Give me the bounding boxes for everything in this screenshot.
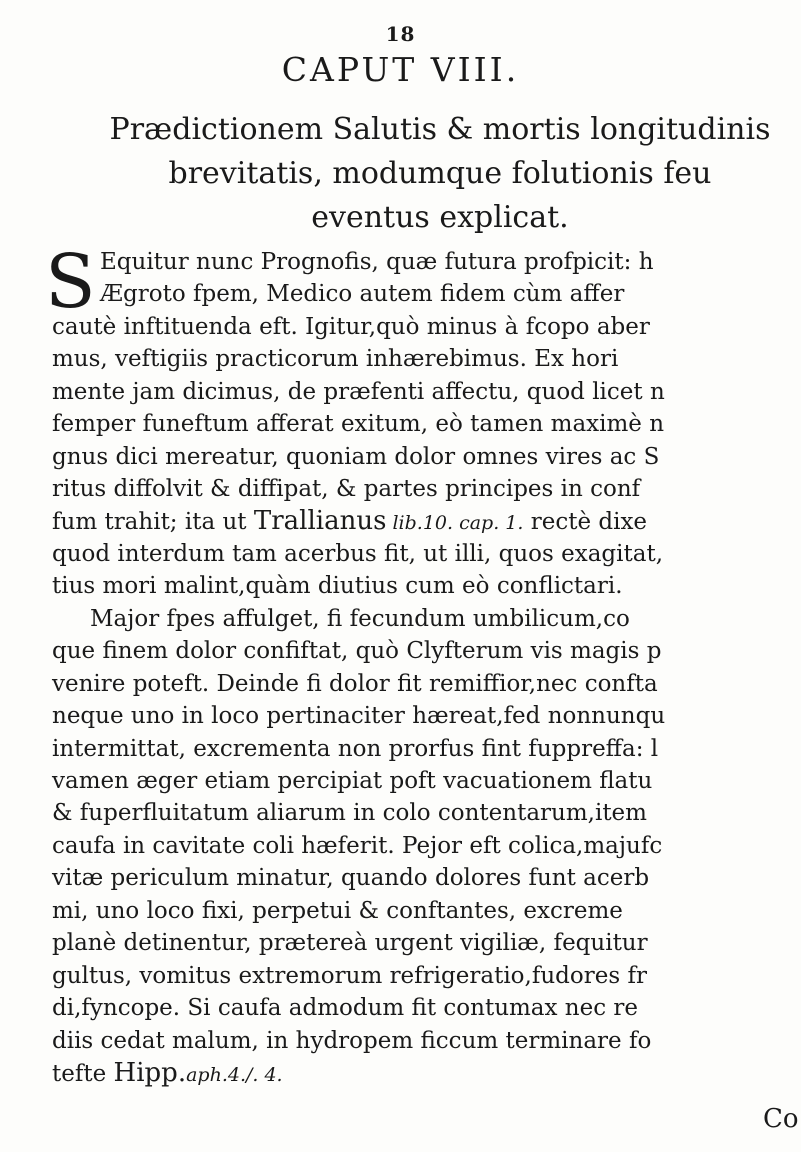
text-line: di,fyncope. Si caufa admodum fit contumax nec re (52, 995, 639, 1021)
text-span: tefte (52, 1061, 114, 1087)
text-line: intermittat, excrementa non prorfus fint fuppreffa: l (52, 736, 659, 762)
text-line: femper funeftum afferat exitum, eò tamen maximè n (52, 411, 665, 437)
text-line (52, 1058, 283, 1090)
text-line: mi, uno loco fixi, perpetui & conftantes, excreme (52, 898, 623, 924)
text-line: mus, veftigiis practicorum inhærebimus. Ex hori (52, 346, 619, 372)
text-span: rectè dixe (523, 509, 648, 535)
text-span: fum trahit; ita ut (52, 509, 254, 535)
text-line: venire poteft. Deinde fi dolor fit remiffior,nec confta (52, 671, 658, 697)
text-line: vitæ periculum minatur, quando dolores funt acerb (52, 865, 650, 891)
text-line: vamen æger etiam percipiat poft vacuationem flatu (52, 768, 653, 794)
citation-ref: lib.10. cap. 1. (386, 512, 524, 534)
text-line: planè detinentur, prætereà urgent vigiliæ, fequitur (52, 930, 648, 956)
catchword: Co (763, 1104, 799, 1134)
author-name: Hipp. (113, 1058, 187, 1088)
text-line: que finem dolor confiftat, quò Clyfterum vis magis p (52, 638, 662, 664)
text-line: Ægroto fpem, Medico autem fidem cùm affer (100, 281, 625, 307)
citation-ref: aph.4./. 4. (186, 1064, 283, 1086)
text-line: Major fpes affulget, fi fecundum umbilicum,co (90, 606, 630, 632)
text-line: & fuperfluitatum aliarum in colo contentarum,item (52, 800, 647, 826)
chapter-heading (90, 108, 790, 240)
text-line: diis cedat malum, in hydropem ficcum terminare fo (52, 1028, 652, 1054)
text-line: ritus diffolvit & diffipat, & partes principes in conf (52, 476, 641, 502)
text-line (52, 506, 647, 538)
text-line: cautè inftituenda eft. Igitur,quò minus à fcopo aber (52, 314, 650, 340)
chapter-title: CAPUT VIII. (281, 50, 520, 89)
heading-line: Prædictionem Salutis & mortis longitudinis (109, 112, 771, 147)
heading-line: brevitatis, modumque folutionis feu (168, 156, 712, 191)
text-line: tius mori malint,quàm diutius cum eò conflictari. (52, 573, 623, 599)
text-line: mente jam dicimus, de præfenti affectu, quod licet n (52, 379, 665, 405)
text-line: caufa in cavitate coli hæferit. Pejor eft colica,majufc (52, 833, 663, 859)
text-line: neque uno in loco pertinaciter hæreat,fed nonnunqu (52, 703, 666, 729)
drop-capital: S (45, 239, 96, 325)
page-number: 18 (385, 22, 416, 46)
text-line: gnus dici mereatur, quoniam dolor omnes vires ac S (52, 444, 660, 470)
text-line: Equitur nunc Prognofis, quæ futura profpicit: h (100, 249, 654, 275)
heading-line: eventus explicat. (311, 200, 569, 235)
text-line: gultus, vomitus extremorum refrigeratio,fudores fr (52, 963, 647, 989)
text-line: quod interdum tam acerbus fit, ut illi, quos exagitat, (52, 541, 664, 567)
author-name: Trallianus (253, 506, 387, 536)
